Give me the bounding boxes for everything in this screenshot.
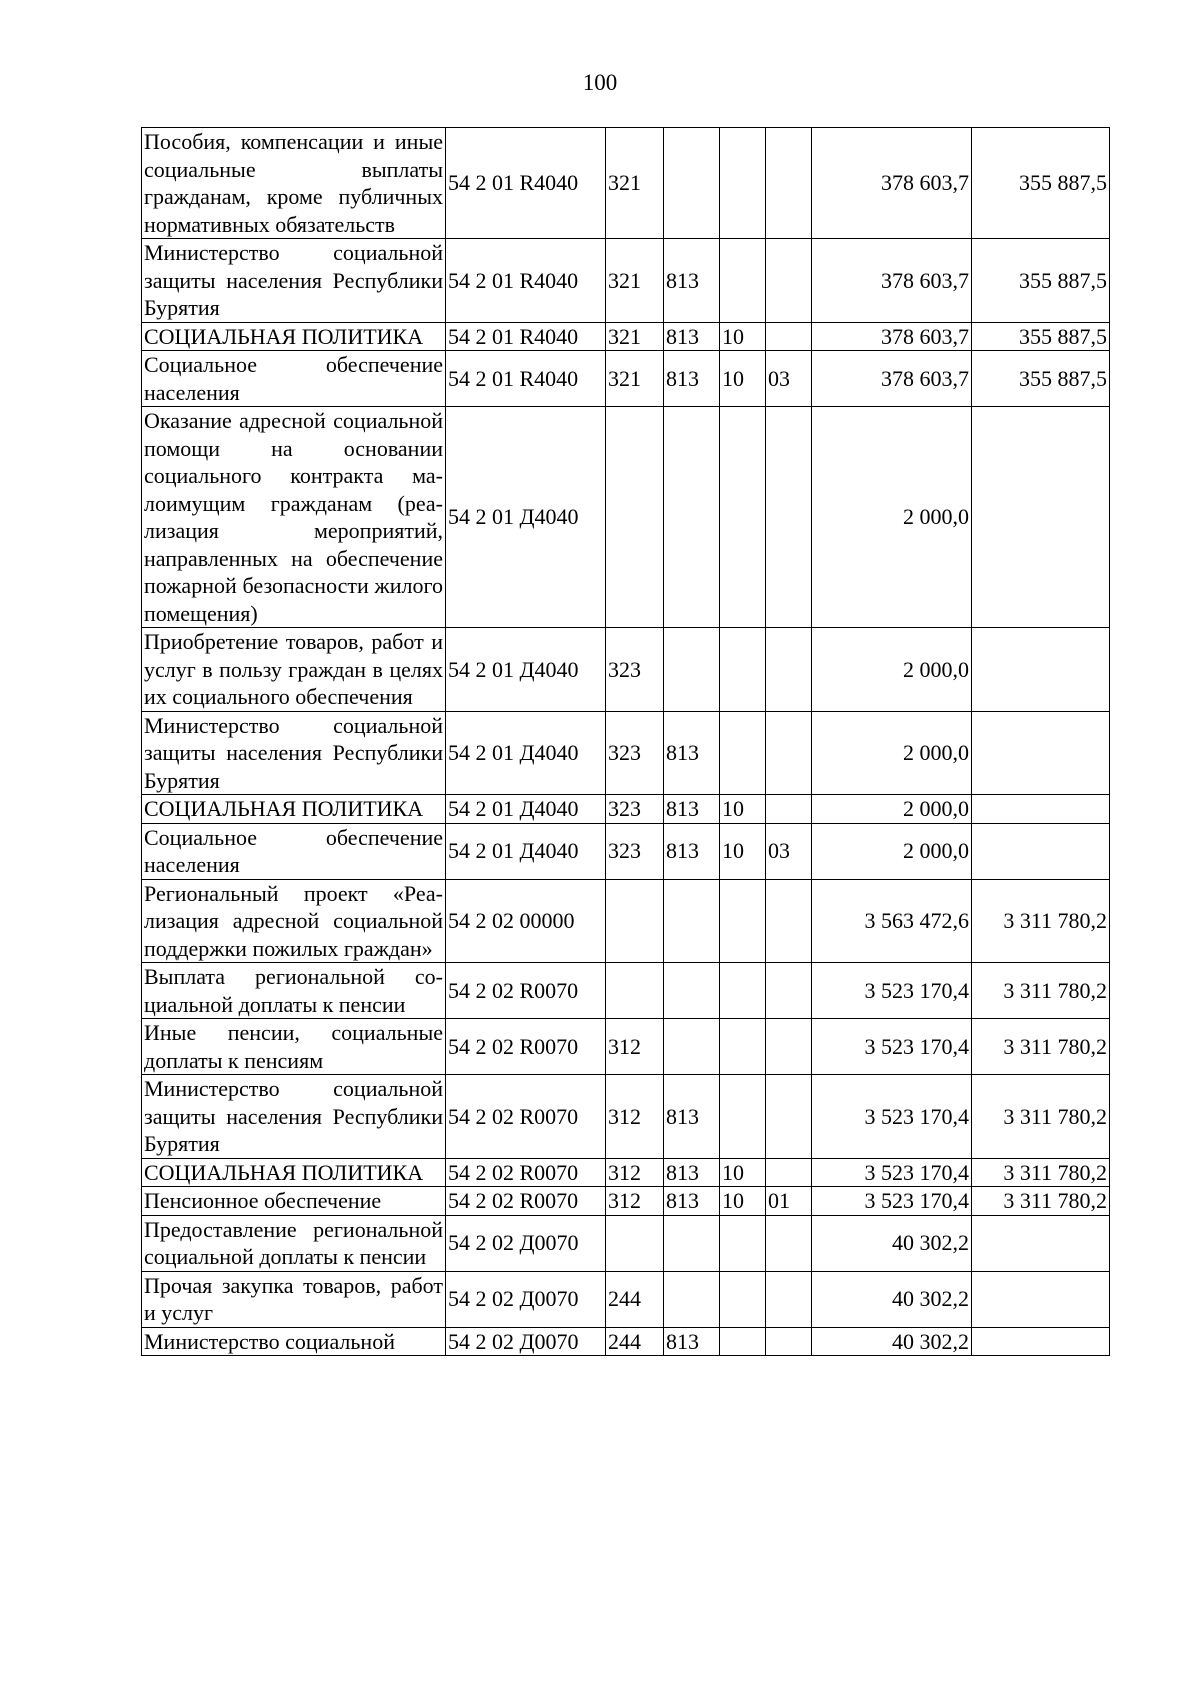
ministry-code-cell: 813 [664,823,720,879]
table-row [142,407,1110,628]
table-row [142,711,1110,795]
page-number: 100 [582,70,618,95]
table-row [142,1019,1110,1075]
target-code-cell: 54 2 01 R4040 [446,128,606,239]
expense-type-cell [606,1215,664,1271]
ministry-code-cell: 813 [664,1158,720,1187]
subsection-cell [766,1215,812,1271]
subsection-cell [766,407,812,628]
expense-type-cell: 312 [606,1158,664,1187]
subsection-cell [766,1075,812,1159]
expense-type-cell [606,407,664,628]
row-name-cell: Министерство социальной защиты населения Республики Бурятия [142,711,446,795]
subsection-cell [766,1019,812,1075]
amount-year1-cell: 40 302,2 [812,1215,972,1271]
target-code-cell: 54 2 01 R4040 [446,239,606,323]
subsection-cell [766,628,812,712]
subsection-cell [766,711,812,795]
expense-type-cell: 244 [606,1271,664,1327]
amount-year2-cell: 355 887,5 [972,239,1110,323]
table-row [142,128,1110,239]
expense-type-cell: 321 [606,128,664,239]
amount-year2-cell: 355 887,5 [972,128,1110,239]
amount-year1-cell: 378 603,7 [812,322,972,351]
amount-year1-cell: 3 523 170,4 [812,963,972,1019]
ministry-code-cell: 813 [664,795,720,824]
amount-year2-cell [972,628,1110,712]
section-cell [720,1075,766,1159]
amount-year1-cell: 378 603,7 [812,351,972,407]
table-row [142,823,1110,879]
row-name-cell: СОЦИАЛЬНАЯ ПОЛИТИКА [142,795,446,824]
amount-year2-cell: 3 311 780,2 [972,1075,1110,1159]
amount-year1-cell: 2 000,0 [812,823,972,879]
row-name-cell: Оказание адресной социальной помощи на основании социального контракта малоимущим гражданам (реализация мероприятий, направленных на обеспечение пожарной безопасности жилого помещения) [142,407,446,628]
row-name-cell: Прочая закупка товаров, работ и услуг [142,1271,446,1327]
amount-year1-cell: 378 603,7 [812,239,972,323]
section-cell [720,128,766,239]
row-name-cell: Приобретение товаров, работ и услуг в пользу граждан в целях их социального обеспечения [142,628,446,712]
target-code-cell: 54 2 02 Д0070 [446,1215,606,1271]
expense-type-cell: 244 [606,1327,664,1356]
expense-type-cell: 312 [606,1187,664,1216]
amount-year1-cell: 3 563 472,6 [812,879,972,963]
section-cell [720,239,766,323]
table-row [142,1158,1110,1187]
row-name-cell: СОЦИАЛЬНАЯ ПОЛИТИКА [142,322,446,351]
table-row [142,1271,1110,1327]
ministry-code-cell: 813 [664,351,720,407]
subsection-cell [766,1271,812,1327]
amount-year1-cell: 2 000,0 [812,407,972,628]
amount-year2-cell [972,1215,1110,1271]
amount-year1-cell: 3 523 170,4 [812,1187,972,1216]
section-cell: 10 [720,351,766,407]
amount-year1-cell: 3 523 170,4 [812,1075,972,1159]
section-cell [720,711,766,795]
target-code-cell: 54 2 02 R0070 [446,1075,606,1159]
row-name-cell: Министерство социальной [142,1327,446,1356]
table-row [142,1215,1110,1271]
amount-year1-cell: 2 000,0 [812,795,972,824]
amount-year2-cell: 3 311 780,2 [972,879,1110,963]
table-row [142,239,1110,323]
target-code-cell: 54 2 01 Д4040 [446,795,606,824]
row-name-cell: Региональный проект «Реализация адресной социальной поддержки пожилых граждан» [142,879,446,963]
row-name-cell: Пенсионное обеспечение [142,1187,446,1216]
amount-year2-cell [972,1271,1110,1327]
amount-year1-cell: 3 523 170,4 [812,1019,972,1075]
ministry-code-cell [664,128,720,239]
amount-year1-cell: 40 302,2 [812,1327,972,1356]
amount-year2-cell: 3 311 780,2 [972,1158,1110,1187]
row-name-cell: Социальное обеспечение населения [142,351,446,407]
target-code-cell: 54 2 02 R0070 [446,1187,606,1216]
section-cell: 10 [720,823,766,879]
subsection-cell [766,1327,812,1356]
row-name-cell: Иные пенсии, социальные доплаты к пенсиям [142,1019,446,1075]
target-code-cell: 54 2 01 Д4040 [446,823,606,879]
row-name-cell: Выплата региональной социальной доплаты к пенсии [142,963,446,1019]
expense-type-cell: 323 [606,823,664,879]
section-cell [720,407,766,628]
row-name-cell: Пособия, компенсации и иные социальные выплаты гражданам, кроме публичных нормативных обязательств [142,128,446,239]
section-cell: 10 [720,795,766,824]
amount-year2-cell: 3 311 780,2 [972,963,1110,1019]
amount-year2-cell [972,1327,1110,1356]
ministry-code-cell: 813 [664,239,720,323]
subsection-cell [766,879,812,963]
table-row [142,795,1110,824]
expense-type-cell: 321 [606,351,664,407]
row-name-cell: Министерство социальной защиты населения Республики Бурятия [142,1075,446,1159]
expense-type-cell: 321 [606,239,664,323]
table-row [142,351,1110,407]
target-code-cell: 54 2 02 Д0070 [446,1327,606,1356]
amount-year2-cell [972,407,1110,628]
row-name-cell: Социальное обеспечение населения [142,823,446,879]
amount-year2-cell: 3 311 780,2 [972,1019,1110,1075]
expense-type-cell: 312 [606,1019,664,1075]
section-cell [720,879,766,963]
ministry-code-cell: 813 [664,1327,720,1356]
section-cell: 10 [720,322,766,351]
section-cell: 10 [720,1187,766,1216]
row-name-cell: Министерство социальной защиты населения Республики Бурятия [142,239,446,323]
table-row [142,628,1110,712]
table-body [142,128,1110,1356]
expense-type-cell [606,879,664,963]
ministry-code-cell: 813 [664,1187,720,1216]
ministry-code-cell [664,1271,720,1327]
ministry-code-cell [664,963,720,1019]
row-name-cell: СОЦИАЛЬНАЯ ПОЛИТИКА [142,1158,446,1187]
table-row [142,1187,1110,1216]
amount-year2-cell [972,711,1110,795]
target-code-cell: 54 2 02 Д0070 [446,1271,606,1327]
ministry-code-cell: 813 [664,1075,720,1159]
amount-year1-cell: 3 523 170,4 [812,1158,972,1187]
section-cell [720,963,766,1019]
amount-year2-cell [972,823,1110,879]
section-cell [720,1019,766,1075]
ministry-code-cell [664,628,720,712]
amount-year2-cell [972,795,1110,824]
table-row [142,963,1110,1019]
subsection-cell: 03 [766,351,812,407]
subsection-cell [766,128,812,239]
subsection-cell: 01 [766,1187,812,1216]
amount-year1-cell: 2 000,0 [812,711,972,795]
ministry-code-cell [664,1215,720,1271]
target-code-cell: 54 2 01 R4040 [446,351,606,407]
section-cell: 10 [720,1158,766,1187]
ministry-code-cell: 813 [664,322,720,351]
subsection-cell [766,1158,812,1187]
expense-type-cell: 312 [606,1075,664,1159]
table-row [142,1075,1110,1159]
expense-type-cell: 323 [606,711,664,795]
target-code-cell: 54 2 02 R0070 [446,1158,606,1187]
amount-year2-cell: 355 887,5 [972,351,1110,407]
ministry-code-cell [664,879,720,963]
table-row [142,1327,1110,1356]
subsection-cell [766,239,812,323]
table-row [142,322,1110,351]
subsection-cell: 03 [766,823,812,879]
subsection-cell [766,322,812,351]
row-name-cell: Предоставление региональной социальной доплаты к пенсии [142,1215,446,1271]
expense-type-cell: 321 [606,322,664,351]
subsection-cell [766,795,812,824]
target-code-cell: 54 2 01 Д4040 [446,628,606,712]
section-cell [720,1327,766,1356]
budget-table [141,127,1110,1356]
section-cell [720,1271,766,1327]
expense-type-cell: 323 [606,795,664,824]
amount-year1-cell: 2 000,0 [812,628,972,712]
amount-year2-cell: 3 311 780,2 [972,1187,1110,1216]
amount-year1-cell: 378 603,7 [812,128,972,239]
table-row [142,879,1110,963]
ministry-code-cell [664,1019,720,1075]
amount-year2-cell: 355 887,5 [972,322,1110,351]
target-code-cell: 54 2 02 00000 [446,879,606,963]
ministry-code-cell [664,407,720,628]
subsection-cell [766,963,812,1019]
target-code-cell: 54 2 02 R0070 [446,1019,606,1075]
section-cell [720,628,766,712]
target-code-cell: 54 2 01 Д4040 [446,711,606,795]
expense-type-cell: 323 [606,628,664,712]
ministry-code-cell: 813 [664,711,720,795]
target-code-cell: 54 2 02 R0070 [446,963,606,1019]
target-code-cell: 54 2 01 Д4040 [446,407,606,628]
section-cell [720,1215,766,1271]
target-code-cell: 54 2 01 R4040 [446,322,606,351]
amount-year1-cell: 40 302,2 [812,1271,972,1327]
expense-type-cell [606,963,664,1019]
